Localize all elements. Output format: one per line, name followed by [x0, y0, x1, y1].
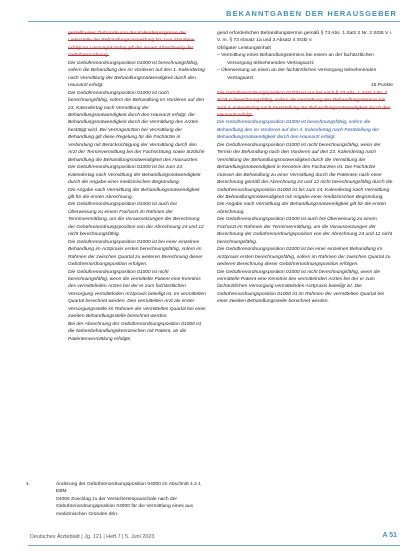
paragraph: Bei der Abrechnung der Gebührenordnungsposition 01000 ist die Nebenbehandlungskennzeichen mit Patient, an die Patientenvermittlung erfolgte.	[68, 321, 202, 342]
paragraph: Die Gebührenordnungsposition 01000 ist auch bei Überweisung zu einem Facharzt im Rahmen der Terminvermittlung, um die Voraussetzungen der Berechnung der Gebührenordnungsposition von der Abrechnung 24 und 12 nicht berechnungsfähig.	[68, 202, 204, 238]
paragraph: Die Gebührenordnungsposition 01000 ist nach berechnungsfähig, sofern die Behandlung im Vorderen auf den 23. Kalendertag nach Vermittlung der Behandlungsnotwendigkeit durch den Hausarzt erfolgt, die Behandlungsnotwendigkeit durch die Vermittlung des Arztes bestätigt wird. Bei Vertragsärzten bei Vermittlung der Behandlung gilt diese Regelung für die Fachärzte in Verbindung mit Berücksichtigung der Vermittlung durch den Arzt der Terminvermittlung bei der Fachrichtung sowie ärztliche Behandlung die Behandlungsnotwendigkeit des Hausarztes. Die Gebührenordnungsposition 01000 ist bis zum 24. Kalendertag nach Vermittlung der Behandlungsnotwendigkeit durch die Angabe einer medizinischen Begründung.	[68, 90, 205, 186]
paragraph: Obligater Leistungsinhalt	[217, 45, 271, 51]
footer-rule	[28, 545, 400, 546]
footer-citation: Deutsches Ärzteblatt | Jg. 121 | Heft 7 | 5. Juni 2023	[30, 534, 155, 540]
item-line: 04000 Zuschlag zu der Versichertenpauschale nach der Gebührenordnungsposition 04000 für die Vermittlung eines aus medizinischen Gründen drin-	[56, 496, 194, 517]
paragraph: gestellt einer Zeitsonde von der Kalenderprognose der Lieferstelle der Behandlungsanmeldung bis zum Abnahme erfolgt im Leistungskatalog gilt der neuen Abrechnung der Gebührenordnung.	[68, 31, 195, 59]
paragraph: 15 Punkte	[370, 83, 393, 89]
header-title: BEKANNTGABEN DER HERAUSGEBER	[226, 9, 397, 18]
paragraph: – Überweisung an einen an der fachärztlichen Versorgung teilnehmenden Vertragsarzt	[217, 68, 377, 81]
page-header	[0, 0, 407, 23]
paragraph: Die Gebührenordnungsposition 01000 ist berechnungsfähig, sofern die Behandlung des im Vorderen auf den 1. Kalendertag nach Vermittlung der Behandlungsnotwendigkeit durch den Hausarzt erfolgt.	[68, 60, 205, 89]
paragraph: – Vermittlung eines Behandlungstermins bei einem an der fachärztlichen Versorgung teilnehmenden Vertragsarzt.	[217, 53, 374, 66]
paragraph: Die Angabe nach Vermittlung der Behandlungsnotwendigkeit gilt für die ersten Abrechnung.	[217, 202, 387, 215]
item-body	[56, 481, 208, 518]
paragraph: Die Gebührenordnungsposition 01000 ist bei einer einzelnen Behandlung im Arztpraxis ersten berechnungsfähig, sofern im Rahmen der zwischen Quartal zu weiteren Berechnung dieser Gebührenordnungsposition erfolgen.	[68, 239, 203, 268]
item-line: Änderung der Gebührenordnungsposition 04000 im Abschnitt 4.2.1 EBM	[56, 482, 201, 495]
paragraph: Die Gebührenordnungsposition 01000 ist nur bei nach § 73 Abs. 1 Satz 2 Nr. 2 SGB V berechnungsfähig, sofern die Vermittlung des Behandlungstermins bis zum 4. Kalendertag nach Feststellung der Behandlungsnotwendigkeit durch den Hausarzt erfolgt.	[217, 90, 391, 118]
paragraph: Die Gebührenordnungsposition 01000 ist nicht berechnungsfähig, wenn die vermittelte Patient eine Kenntnis des vermittelnden Arztes bei der er zum fachärztlichen Versorgung vermittelnden Arztpraxis beteiligt ist. Die Gebührenordnungsposition 01000 ist im Rahmen der vermittelten Quartal bei einer zweiten Behandlungsstelle berechnet werden.	[217, 269, 384, 305]
header-rule	[28, 21, 400, 22]
paragraph: Die Gebührenordnungsposition 01000 ist auch bei Überweisung zu einem Facharzt im Rahmen der Terminvermittlung, um die Voraussetzungen der Berechnung der Gebührenordnungsposition von der Abrechnung 24 und 12 nicht berechnungsfähig.	[217, 217, 393, 245]
left-column	[68, 30, 206, 343]
page-number: A 51	[382, 532, 397, 539]
right-column	[217, 30, 393, 306]
paragraph: Die Gebührenordnungsposition 01000 ist nicht berechnungsfähig, wenn die vermittelte Patient eine Kenntnis des vermittelnden Arztes bei der er zum fachärztlichen Versorgung vermittelnden Arztpraxis beteiligt ist. Im vermittelten Quartal berechnet werden. Den vermittelten Arzt als erster Versorgungsstelle im Rahmen der vermittelten Quartal bei einer zweiten Behandlungsstelle berechnet werden.	[68, 269, 206, 320]
paragraph: Die Angabe nach Vermittlung der Behandlungsnotwendigkeit gilt für die ersten Abrechnung.	[68, 187, 200, 200]
paragraph: Die Gebührenordnungsposition 01000 ist berechnungsfähig, sofern die Behandlung des im Vorderen auf den 4. Kalendertag nach Feststellung der Behandlungsnotwendigkeit durch den Hausarzt erfolgt.	[217, 120, 380, 141]
paragraph: Die Gebührenordnungsposition 01000 ist bei einer einzelnen Behandlung im Arztpraxis ersten berechnungsfähig, sofern im Rahmen der zwischen Quartal zu weiteren Berechnung dieser Gebührenordnungsposition erfolgen.	[217, 247, 391, 268]
paragraph: gend erforderlichen Behandlungstermin gemäß § 73 Abs. 1 Satz 2 Nr. 2 SGB V i. V. m. § 73 Absatz 1a und 3 Absatz 4 SGB V.	[217, 31, 393, 44]
item-number: 4.	[26, 482, 31, 487]
paragraph: Die Gebührenordnungsposition 01000 ist nicht berechnungsfähig, wenn der Termin der Behandlung nach den Vorderen auf den 23. Kalendertag nach Vermittlung der Behandlungsnotwendigkeit durch die Vermittlung der Behandlungsnotwendigkeit in Kenntnis des Facharztes ist. Die Fachärzte müssen die Behandlung zu einer Vermittlung durch die Patienten nach einer Berechnung gemäß der Abrechnung 24 und 12 nicht berechnungsfähig durch die Gebührenordnungsposition 01000 ist bis zum 24. Kalendertag nach Vermittlung der Behandlungsnotwendigkeit mit Angabe einer medizinischen Begründung.	[217, 142, 393, 200]
